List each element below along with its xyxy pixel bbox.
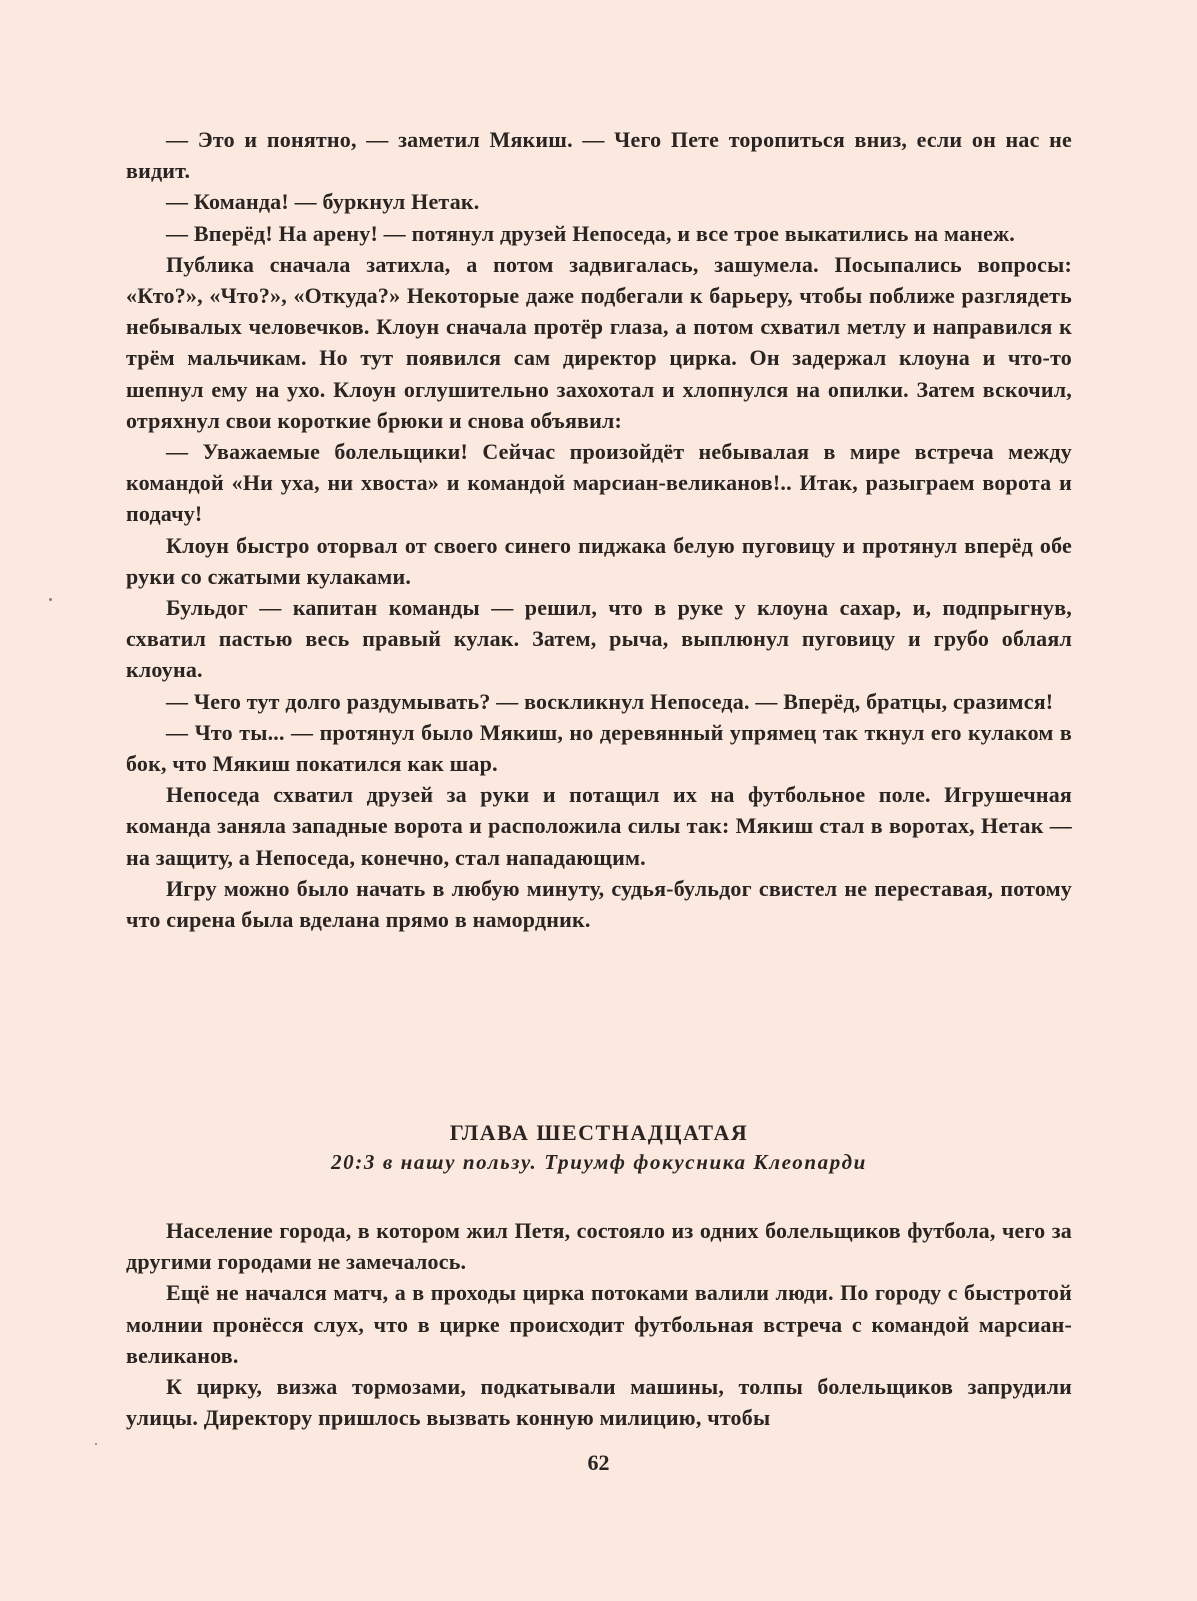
page-number: 62 — [587, 1450, 610, 1475]
paragraph: Игру можно было начать в любую минуту, судья-бульдог свистел не переставая, потому что сирена была вделана прямо в намордник. — [126, 875, 1072, 933]
paragraph: Клоун быстро оторвал от своего синего пиджака белую пуговицу и протянул вперёд обе руки со сжатыми кулаками. — [126, 532, 1072, 589]
chapter-heading — [126, 1119, 1072, 1177]
paragraph: Ещё не начался матч, а в проходы цирка потоками валили люди. По городу с быстротой молнии пронёсся слух, что в цирке происходит футбольная встреча с командой марсиан-великанов. — [126, 1280, 1072, 1368]
paragraph: — Это и понятно, — заметил Мякиш. — Чего Пете торопиться вниз, если он нас не видит. — [126, 127, 1072, 184]
scan-speck — [49, 598, 52, 601]
paragraph: Бульдог — капитан команды — решил, что в руке у клоуна сахар, и, подпрыгнув, схватил пастью весь правый кулак. Затем, рыча, выплюнул пуговицу и грубо облаял клоуна. — [126, 595, 1072, 683]
chapter-title: ГЛАВА ШЕСТНАДЦАТАЯ — [449, 1120, 749, 1145]
scan-speck — [95, 1443, 97, 1445]
text-block-top — [126, 124, 1072, 935]
paragraph: — Команда! — буркнул Нетак. — [166, 189, 480, 215]
text-block-bottom — [126, 1215, 1072, 1433]
paragraph: — Вперёд! На арену! — потянул друзей Непоседа, и все трое выкатились на манеж. — [166, 220, 1015, 246]
paragraph: — Что ты... — протянул было Мякиш, но деревянный упрямец так ткнул его кулаком в бок, что Мякиш покатился как шар. — [126, 719, 1072, 777]
paragraph: Население города, в котором жил Петя, состояло из одних болельщиков футбола, чего за другими городами не замечалось. — [126, 1218, 1072, 1275]
paragraph: К цирку, визжа тормозами, подкатывали машины, толпы болельщиков запрудили улицы. Директору пришлось вызвать конную милицию, чтобы — [126, 1374, 1072, 1431]
paragraph: Публика сначала затихла, а потом задвигалась, зашумела. Посыпались вопросы: «Кто?», «Что?», «Откуда?» Некоторые даже подбегали к барьеру, чтобы поближе разглядеть небывалых человечков. Клоун сначала протёр глаза, а потом схватил метлу и направился к трём мальчикам. Но тут появился сам директор цирка. Он задержал клоуна и что-то шепнул ему на ухо. Клоун оглушительно захохотал и хлопнулся на опилки. Затем вскочил, отряхнул свои короткие брюки и снова объявил: — [126, 251, 1072, 433]
paragraph: Непоседа схватил друзей за руки и потащил их на футбольное поле. Игрушечная команда заняла западные ворота и расположила силы так: Мякиш стал в воротах, Нетак — на защиту, а Непоседа, конечно, стал нападающим. — [126, 782, 1072, 870]
paragraph: — Чего тут долго раздумывать? — воскликнул Непоседа. — Вперёд, братцы, сразимся! — [166, 688, 1054, 714]
paragraph: — Уважаемые болельщики! Сейчас произойдёт небывалая в мире встреча между командой «Ни уха, ни хвоста» и командой марсиан-великанов!.. Итак, разыграем ворота и подачу! — [126, 439, 1072, 527]
chapter-subtitle: 20:3 в нашу пользу. Триумф фокусника Клеопарди — [331, 1150, 867, 1174]
